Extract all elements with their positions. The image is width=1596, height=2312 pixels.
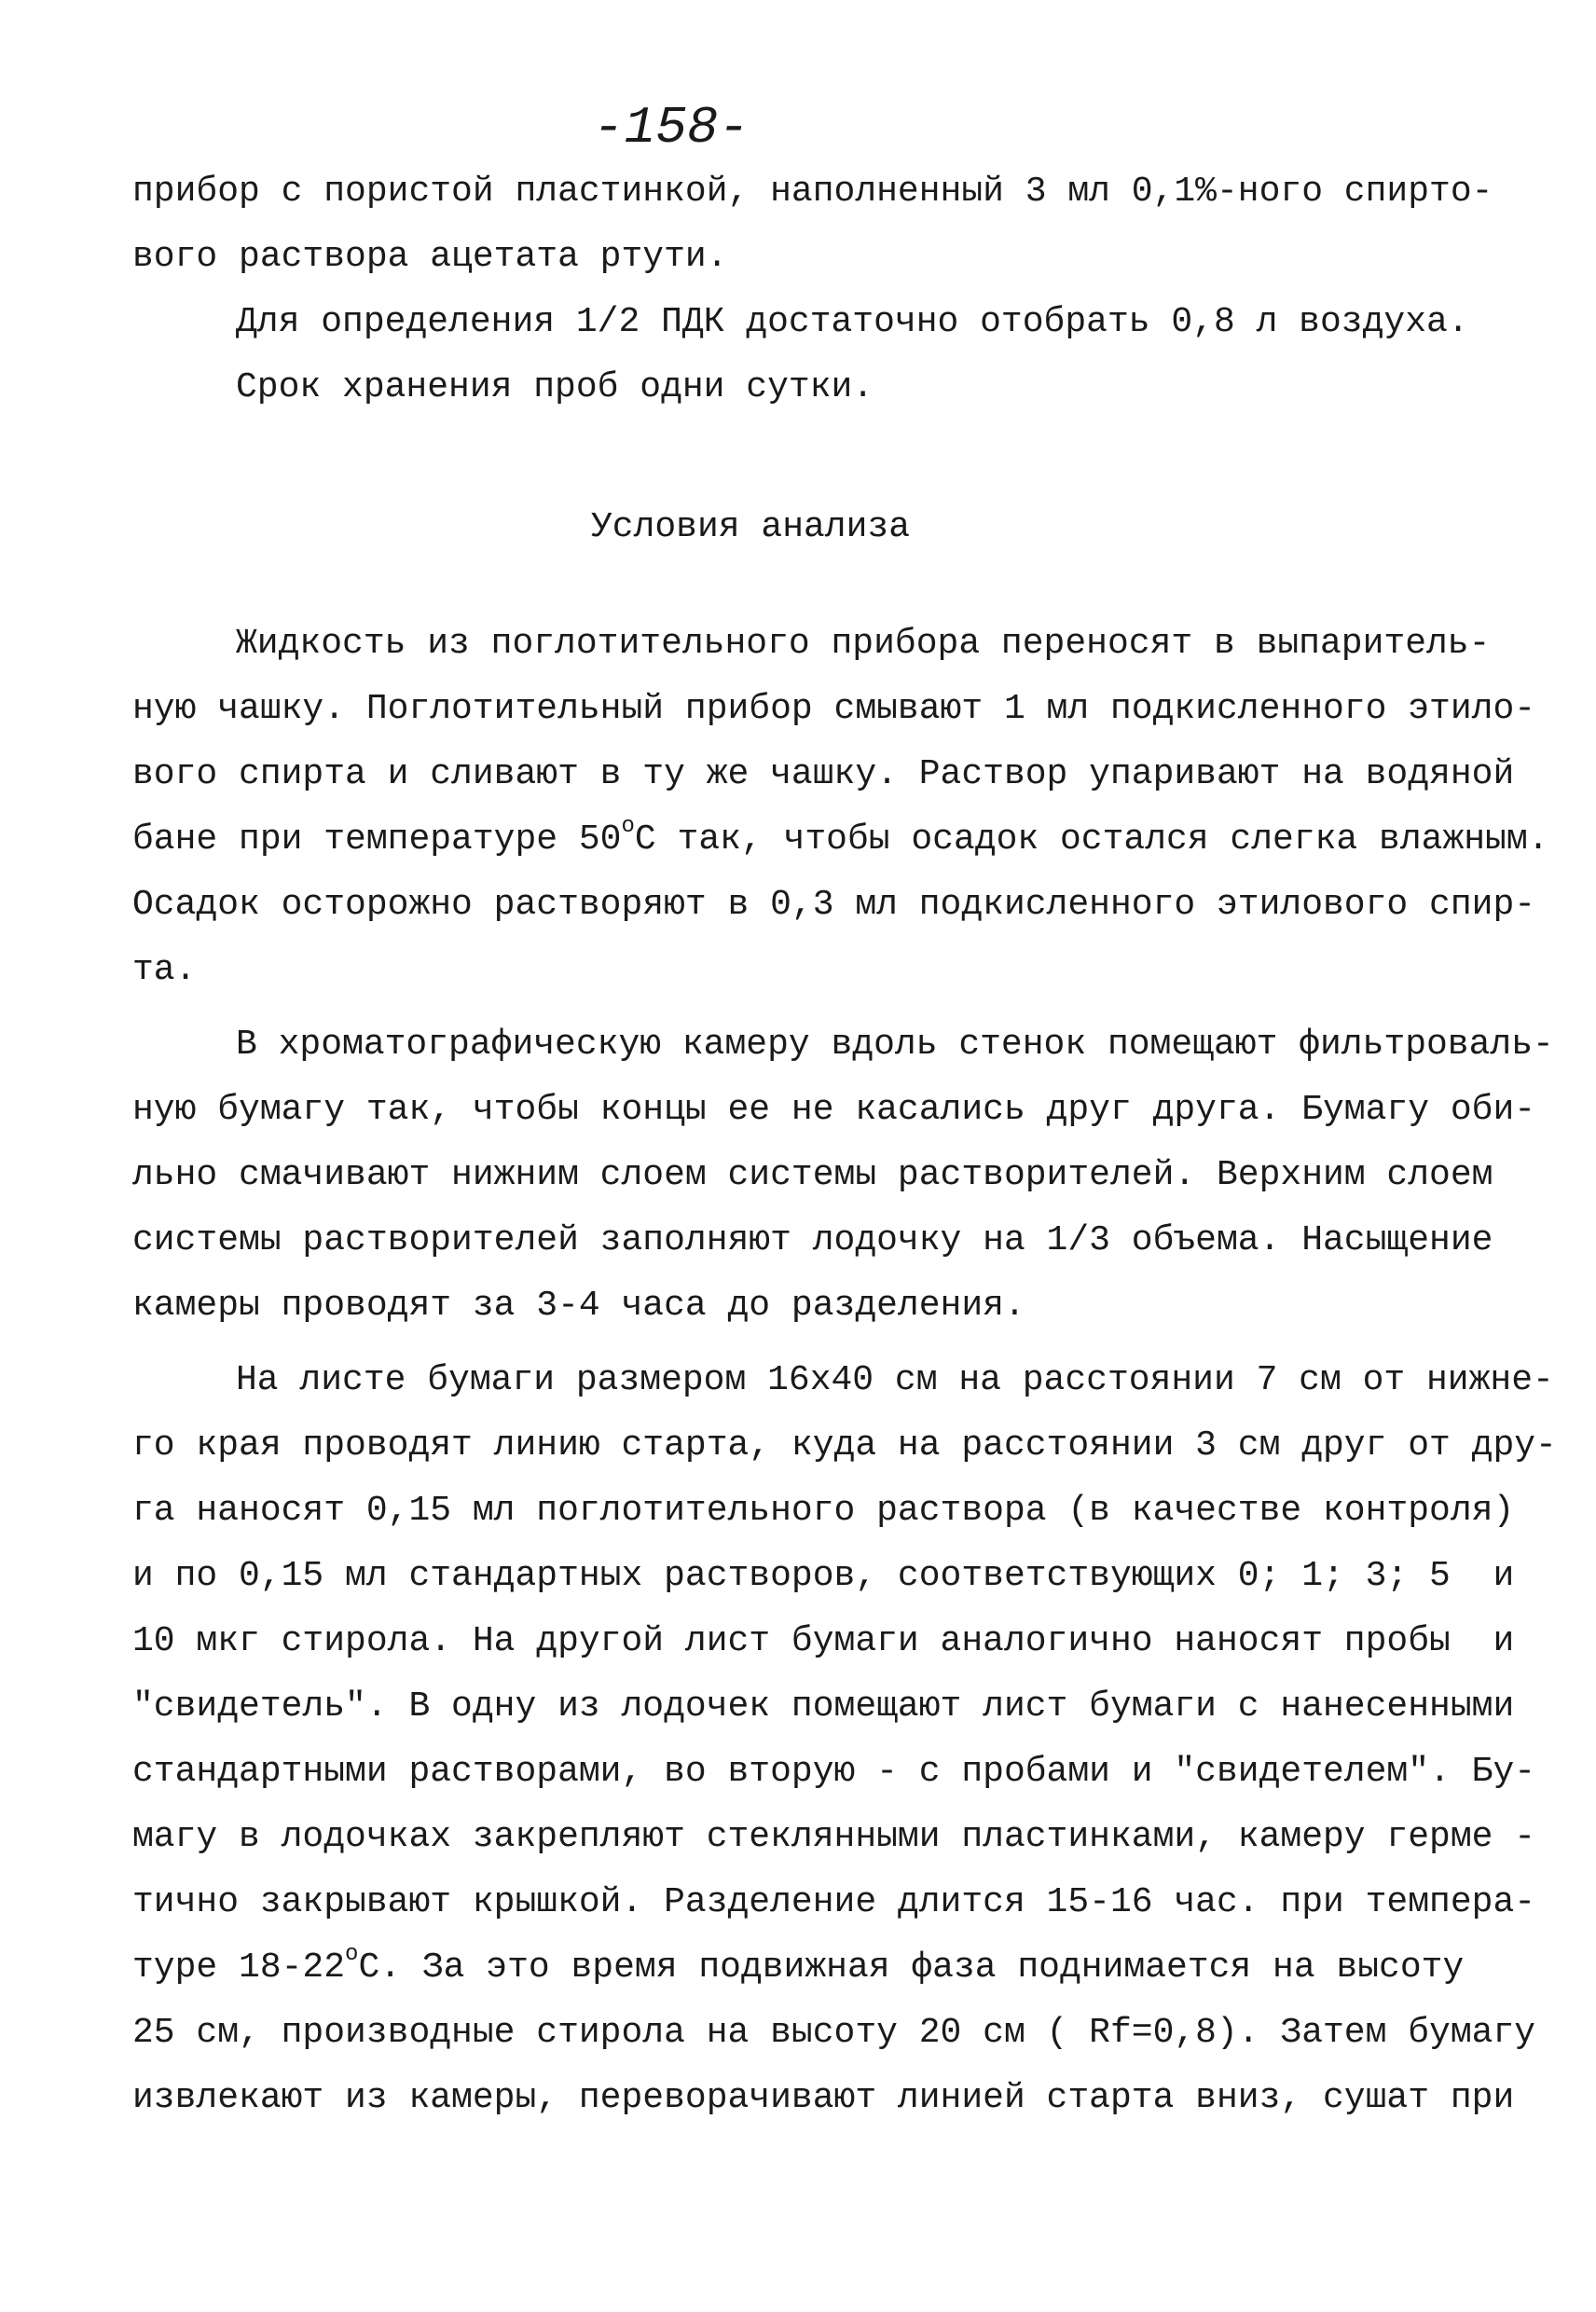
text-line: камеры проводят за 3-4 часа до разделения.: [132, 1286, 1025, 1326]
text-line: [0, 816, 1596, 864]
degree-superscript: о: [345, 1942, 359, 1967]
text-line: В хроматографическую камеру вдоль стенок помещают фильтроваль-: [236, 1025, 1554, 1065]
text-line: га наносят 0,15 мл поглотительного раствора (в качестве контроля): [132, 1491, 1515, 1531]
page-number: -158-: [592, 98, 750, 158]
degree-superscript: о: [621, 814, 635, 839]
text-line: [0, 1944, 1596, 1992]
text-line: Срок хранения проб одни сутки.: [236, 367, 874, 407]
section-heading: Условия анализа: [590, 507, 911, 547]
text-line: На листе бумаги размером 16х40 см на расстоянии 7 см от нижне-: [236, 1360, 1554, 1400]
text-line: магу в лодочках закрепляют стеклянными пластинками, камеру герме -: [132, 1817, 1536, 1857]
text-line: системы растворителей заполняют лодочку на 1/3 объема. Насыщение: [132, 1220, 1493, 1260]
text-fragment: С так, чтобы осадок остался слегка влажным.: [634, 819, 1549, 860]
text-line: ную чашку. Поглотительный прибор смывают 1 мл подкисленного этило-: [132, 689, 1536, 729]
text-line: ную бумагу так, чтобы концы ее не касались друг друга. Бумагу оби-: [132, 1090, 1536, 1130]
text-line: и по 0,15 мл стандартных растворов, соответствующих 0; 1; 3; 5 и: [132, 1556, 1515, 1596]
text-line: 10 мкг стирола. На другой лист бумаги аналогично наносят пробы и: [132, 1621, 1515, 1661]
text-line: Жидкость из поглотительного прибора переносят в выпаритель-: [236, 624, 1491, 664]
text-line: го края проводят линию старта, куда на расстоянии 3 см друг от дру-: [132, 1425, 1557, 1466]
text-line: вого раствора ацетата ртути.: [132, 237, 728, 277]
text-line: вого спирта и сливают в ту же чашку. Раствор упаривают на водяной: [132, 754, 1515, 794]
text-fragment: туре 18-22: [132, 1947, 346, 1988]
text-line: Осадок осторожно растворяют в 0,3 мл подкисленного этилового спир-: [132, 885, 1536, 925]
text-line: та.: [132, 950, 197, 990]
text-line: Для определения 1/2 ПДК достаточно отобрать 0,8 л воздуха.: [236, 302, 1469, 342]
text-line: льно смачивают нижним слоем системы растворителей. Верхним слоем: [132, 1155, 1493, 1195]
text-line: извлекают из камеры, переворачивают линией старта вниз, сушат при: [132, 2078, 1515, 2118]
text-fragment: С. За это время подвижная фаза поднимается на высоту: [358, 1947, 1465, 1988]
text-fragment: бане при температуре 50: [132, 819, 622, 860]
text-line: стандартными растворами, во вторую - с пробами и "свидетелем". Бу-: [132, 1752, 1536, 1792]
text-line: прибор с пористой пластинкой, наполненный 3 мл 0,1%-ного спирто-: [132, 172, 1493, 212]
text-line: "свидетель". В одну из лодочек помещают лист бумаги с нанесенными: [132, 1686, 1515, 1727]
text-line: тично закрывают крышкой. Разделение длится 15-16 час. при темпера-: [132, 1882, 1536, 1922]
text-line: 25 см, производные стирола на высоту 20 см ( Rf=0,8). Затем бумагу: [132, 2013, 1536, 2053]
